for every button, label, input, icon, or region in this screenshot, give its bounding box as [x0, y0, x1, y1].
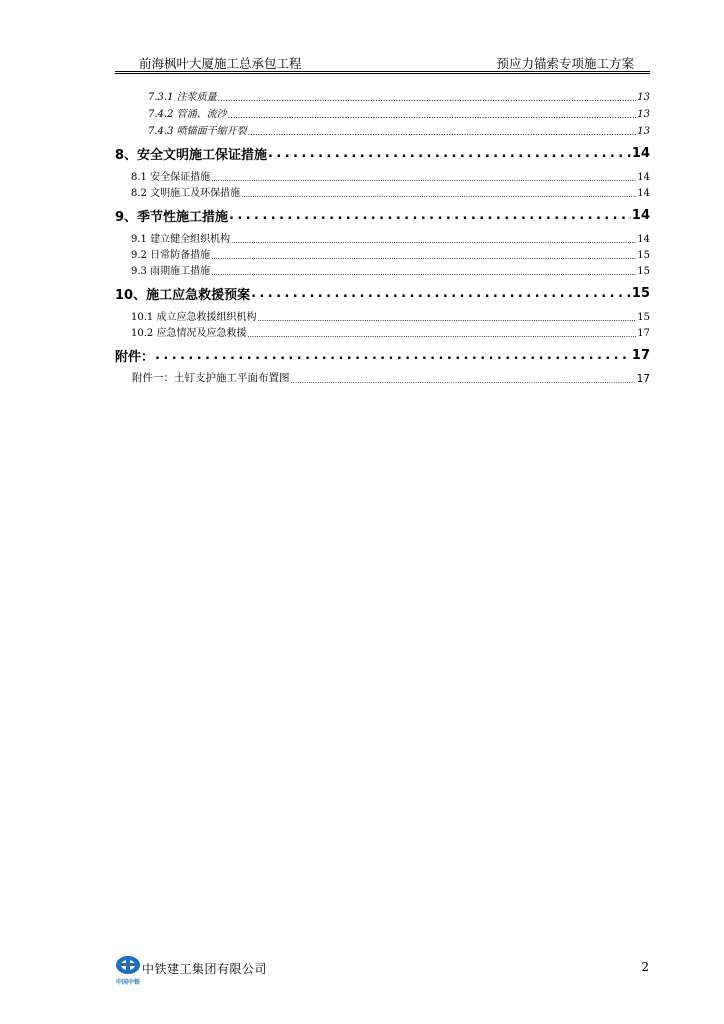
toc-dot-leader [211, 253, 636, 261]
toc-entry-page: 13 [637, 126, 650, 137]
toc-entry-page: 13 [637, 92, 650, 103]
toc-entry-label: 9.2 日常防备措施 [131, 250, 211, 261]
toc-entry-label: 7.4.2 管涌、流沙 [148, 109, 227, 120]
company-logo-icon [113, 955, 143, 987]
header-project-title: 前海枫叶大厦施工总承包工程 [139, 56, 302, 71]
toc-entry-page: 17 [637, 328, 650, 339]
toc-entry-9-1[interactable] [115, 229, 650, 245]
toc-entry-page: 14 [631, 146, 650, 161]
toc-entry-label: 10、施工应急救援预案 [115, 288, 251, 303]
toc-entry-label: 7.3.1 注浆质量 [148, 92, 217, 103]
toc-entry-page: 14 [637, 234, 650, 245]
toc-entry-label: 9、季节性施工措施 [115, 210, 229, 225]
toc-entry-8-1[interactable] [115, 167, 650, 183]
toc-dot-leader [228, 111, 637, 120]
toc-entry-appendix[interactable] [115, 345, 650, 366]
toc-dot-leader [247, 331, 636, 339]
toc-entry-page: 15 [637, 312, 650, 323]
toc-dot-leader [211, 269, 636, 277]
toc-entry-9-3[interactable] [115, 261, 650, 277]
toc-dot-leader [241, 191, 636, 199]
toc-dot-leader [251, 286, 631, 301]
toc-entry-label: 附件： [115, 350, 155, 365]
toc-dot-leader [155, 348, 631, 363]
toc-entry-page: 13 [637, 109, 650, 120]
toc-dot-leader [231, 237, 636, 245]
toc-entry-7-4-2[interactable] [115, 103, 650, 120]
page-footer [113, 955, 651, 987]
toc-entry-section-10[interactable] [115, 283, 650, 304]
toc-entry-7-3-1[interactable] [115, 86, 650, 103]
toc-dot-leader [211, 175, 636, 183]
toc-dot-leader [218, 94, 637, 103]
toc-entry-10-1[interactable] [115, 307, 650, 323]
toc-entry-page: 17 [636, 373, 650, 385]
toc-entry-label: 7.4.3 喷锚面干缩开裂 [148, 126, 247, 137]
toc-entry-label: 10.1 成立应急救援组织机构 [131, 312, 257, 323]
table-of-contents [115, 86, 650, 385]
page-header [115, 53, 650, 72]
toc-entry-label: 10.2 应急情况及应急救援 [131, 328, 247, 339]
header-document-title: 预应力锚索专项施工方案 [496, 56, 634, 71]
toc-entry-appendix-1[interactable] [115, 369, 650, 385]
toc-entry-page: 14 [637, 172, 650, 183]
toc-entry-8-2[interactable] [115, 183, 650, 199]
toc-entry-section-8[interactable] [115, 143, 650, 164]
toc-entry-10-2[interactable] [115, 323, 650, 339]
toc-entry-page: 15 [637, 250, 650, 261]
toc-entry-page: 15 [631, 286, 650, 301]
toc-entry-7-4-3[interactable] [115, 120, 650, 137]
page-number: 2 [641, 960, 649, 974]
toc-entry-label: 9.1 建立健全组织机构 [131, 234, 231, 245]
toc-dot-leader [257, 315, 636, 323]
toc-entry-label: 8、安全文明施工保证措施 [115, 148, 268, 163]
toc-entry-label: 8.1 安全保证措施 [131, 172, 211, 183]
toc-entry-9-2[interactable] [115, 245, 650, 261]
toc-entry-section-9[interactable] [115, 205, 650, 226]
toc-dot-leader [229, 208, 631, 223]
toc-entry-page: 14 [637, 188, 650, 199]
toc-dot-leader [248, 128, 637, 137]
company-name: 中铁建工集团有限公司 [142, 962, 268, 976]
toc-entry-label: 9.3 雨期施工措施 [131, 266, 211, 277]
toc-entry-page: 14 [631, 208, 650, 223]
toc-entry-page: 15 [637, 266, 650, 277]
toc-dot-leader [268, 146, 631, 161]
toc-entry-label: 8.2 文明施工及环保措施 [131, 188, 241, 199]
toc-entry-label: 附件一：土钉支护施工平面布置图 [132, 372, 290, 384]
toc-dot-leader [291, 377, 636, 385]
toc-entry-page: 17 [631, 348, 650, 363]
logo-text: 中国中铁 [115, 979, 141, 986]
